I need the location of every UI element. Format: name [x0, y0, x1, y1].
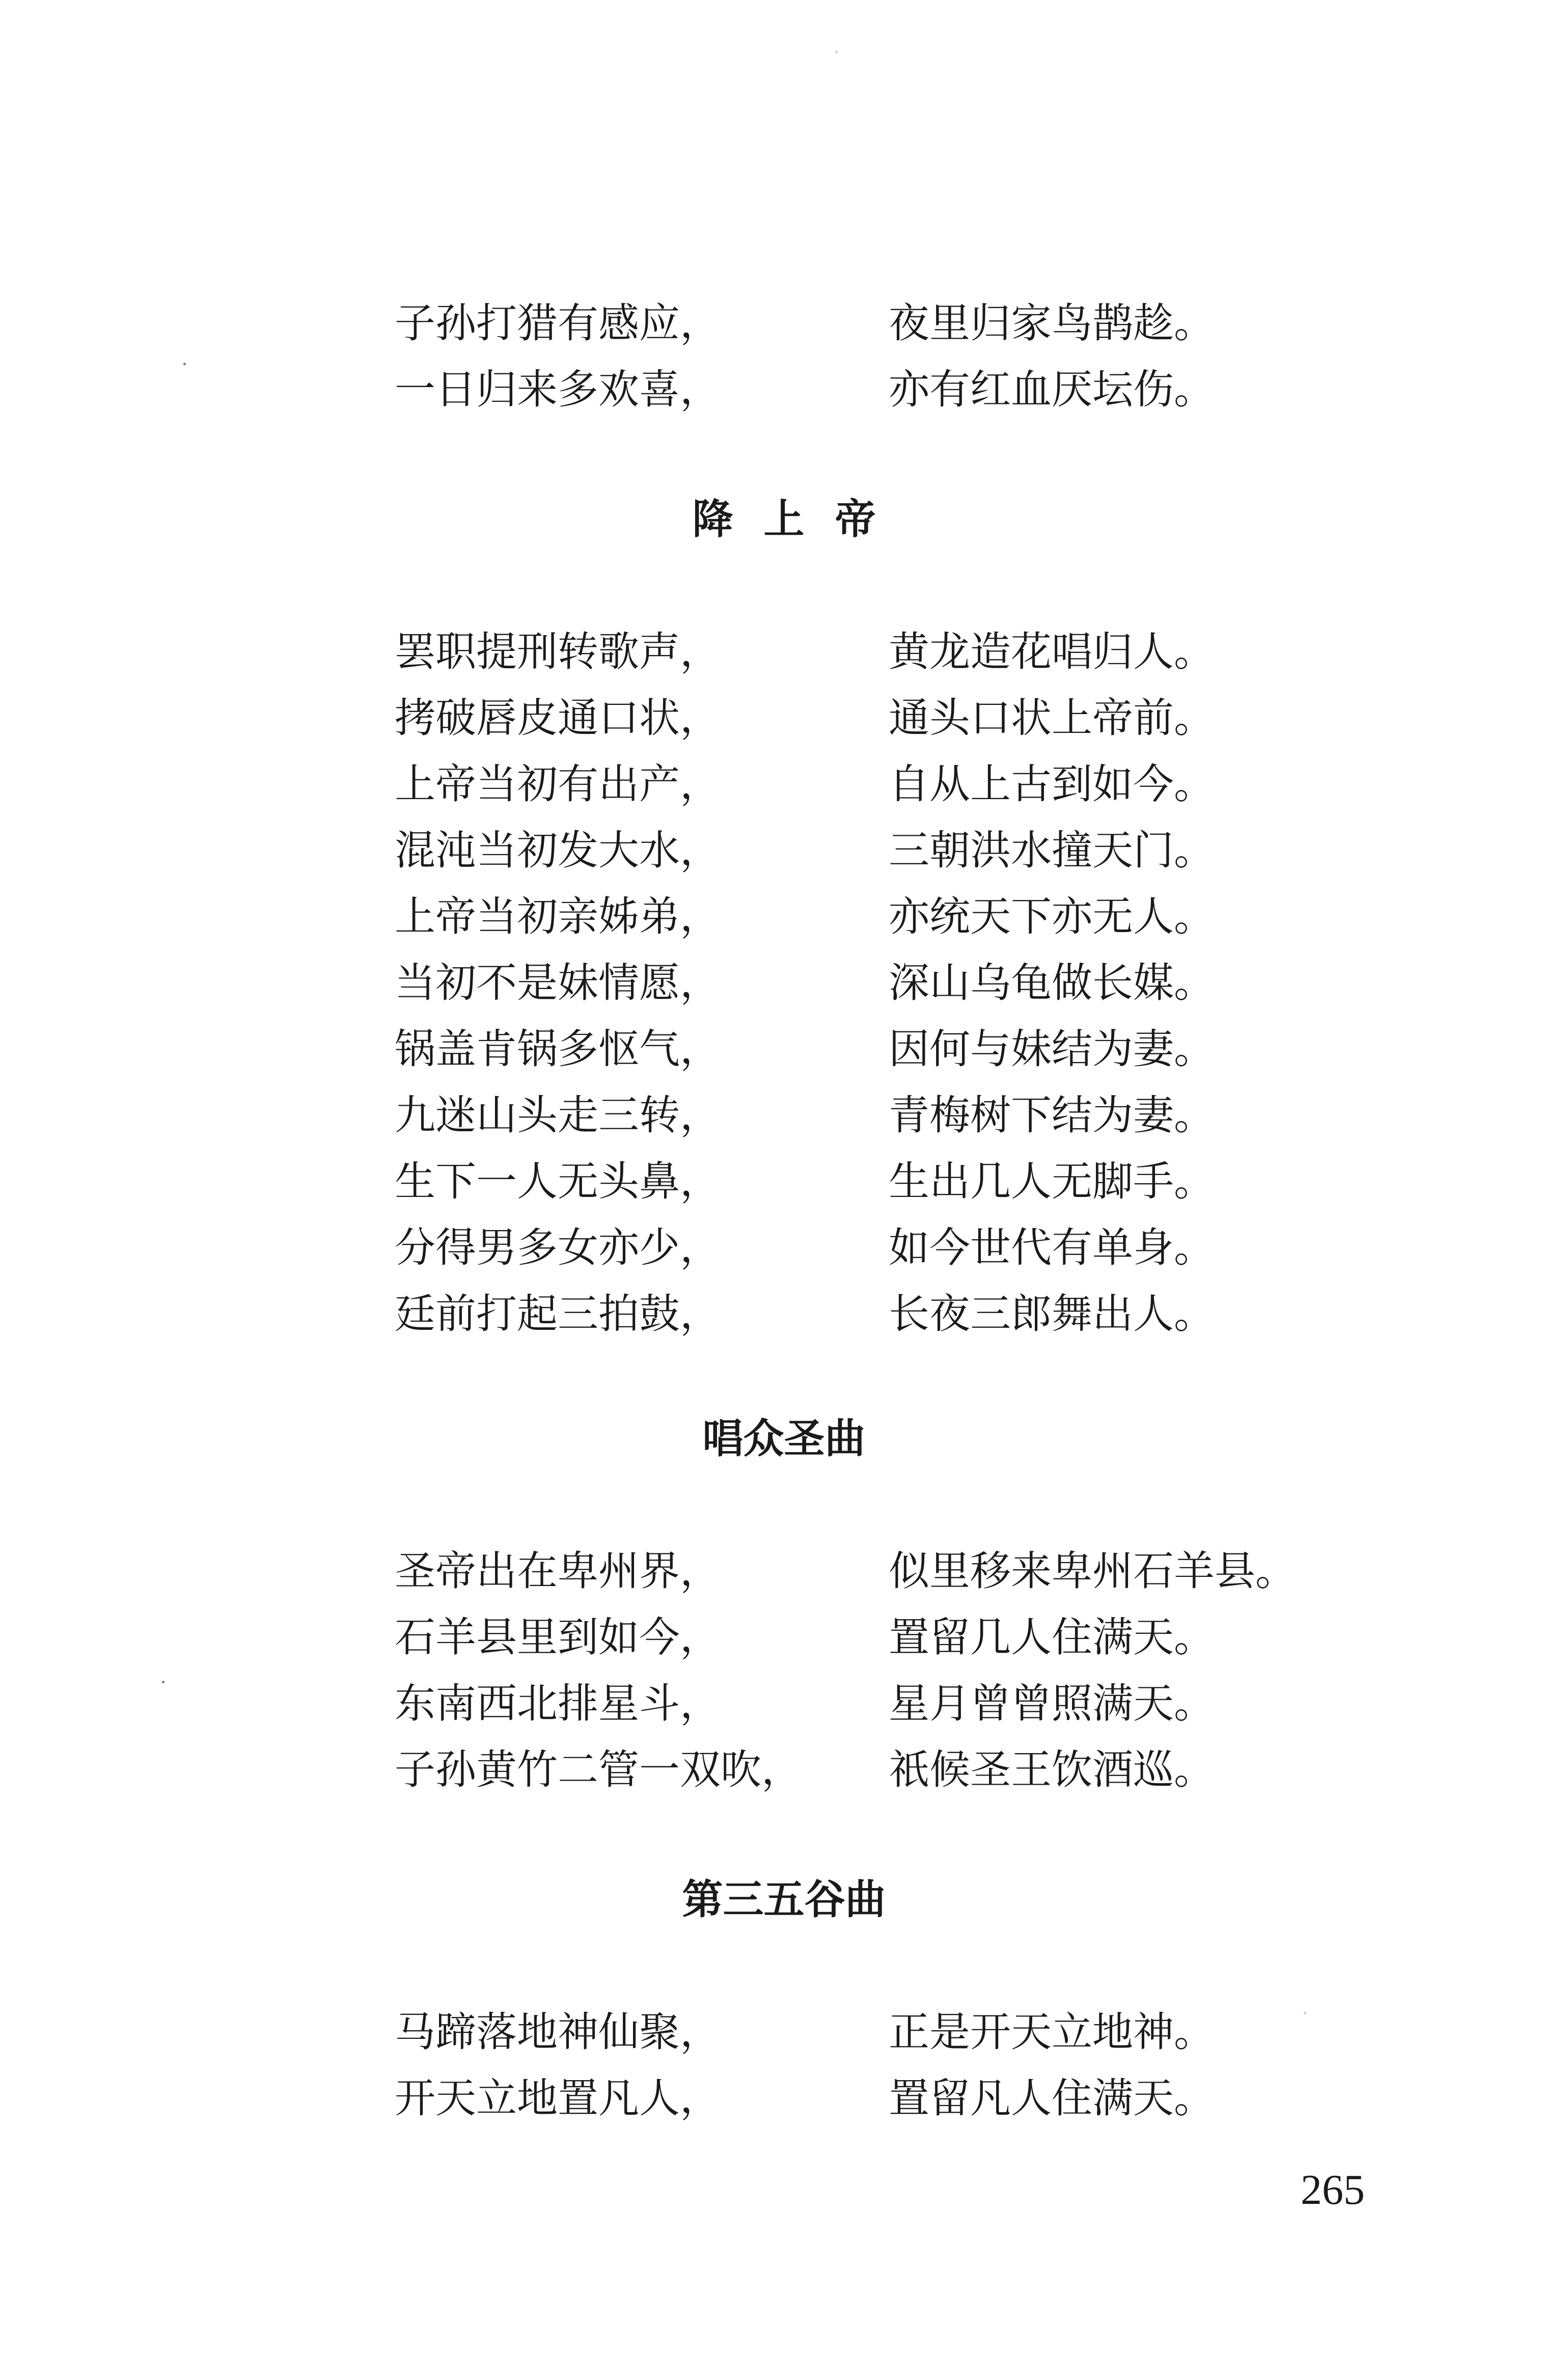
couplet: [0, 1281, 1568, 1347]
couplet-left: 一日归来多欢喜，: [395, 366, 721, 413]
couplet-right: 长夜三郎舞出人。: [889, 1290, 1215, 1338]
couplet-right: 如今世代有单身。: [889, 1224, 1215, 1271]
couplet-right: 祇候圣王饮酒巡。: [889, 1746, 1215, 1793]
couplet-left: 当初不是妹情愿，: [395, 959, 721, 1006]
couplet: [0, 685, 1568, 751]
couplet-left: 子孙打猎有感应，: [395, 299, 721, 347]
couplet-right: 亦统天下亦无人。: [889, 893, 1215, 940]
couplet-right: 亦有红血厌坛伤。: [889, 366, 1215, 413]
couplet: [0, 1016, 1568, 1082]
couplet: [0, 1215, 1568, 1281]
couplet-right: 似里移来卑州石羊县。: [889, 1547, 1296, 1595]
couplet-left: 上帝当初有出产，: [395, 760, 721, 808]
couplet-left: 马蹄落地神仙聚，: [395, 2008, 721, 2056]
couplet-right: 自从上古到如今。: [889, 760, 1215, 808]
couplet: [0, 1999, 1568, 2065]
couplet: [0, 884, 1568, 950]
couplet-right: 置留几人住满天。: [889, 1614, 1215, 1661]
couplet-right: 正是开天立地神。: [889, 2008, 1215, 2056]
couplet-left: 罢职提刑转歌声，: [395, 628, 721, 675]
couplet: [0, 619, 1568, 685]
couplet-right: 因何与妹结为妻。: [889, 1025, 1215, 1073]
couplet: [0, 2065, 1568, 2132]
couplet-left: 拷破唇皮通口状，: [395, 694, 721, 742]
couplet-left: 开天立地置凡人，: [395, 2075, 721, 2122]
couplet-right: 生出几人无脚手。: [889, 1158, 1215, 1205]
couplet-left: 东南西北排星斗，: [395, 1680, 721, 1727]
couplet-right: 夜里归家鸟鹊趁。: [889, 299, 1215, 347]
couplet: [0, 751, 1568, 817]
couplet-left: 生下一人无头鼻，: [395, 1158, 721, 1205]
scan-speck: [162, 1681, 164, 1683]
couplet-left: 廷前打起三拍鼓，: [395, 1290, 721, 1338]
verse-block-chang-zhongsheng-qu: [0, 1538, 1568, 1803]
couplet: [0, 1082, 1568, 1149]
verse-block-jiang-shangdi: [0, 619, 1568, 1347]
couplet: [0, 1538, 1568, 1604]
section-heading-chang-zhongsheng-qu: 唱众圣曲: [702, 1415, 866, 1462]
couplet-right: 青梅树下结为妻。: [889, 1092, 1215, 1139]
section-heading-disan-wugu-qu: 第三五谷曲: [682, 1876, 886, 1923]
page-number: 265: [1301, 2166, 1365, 2214]
section-heading-jiang-shangdi: 降上帝: [692, 496, 906, 543]
couplet-left: 石羊县里到如今，: [395, 1614, 721, 1661]
couplet-right: 星月曾曾照满天。: [889, 1680, 1215, 1727]
couplet-left: 圣帝出在卑州界，: [395, 1547, 721, 1595]
couplet-left: 锅盖肯锅多怄气，: [395, 1025, 721, 1073]
couplet: [0, 1149, 1568, 1215]
couplet-right: 三朝洪水撞天门。: [889, 827, 1215, 874]
couplet: [0, 1671, 1568, 1737]
couplet-right: 置留凡人住满天。: [889, 2075, 1215, 2122]
couplet-left: 九迷山头走三转，: [395, 1092, 721, 1139]
scan-speck: [183, 363, 186, 365]
couplet: [0, 1737, 1568, 1803]
couplet: [0, 357, 1568, 423]
couplet-right: 深山乌龟做长媒。: [889, 959, 1215, 1006]
verse-block-disan-wugu-qu: [0, 1999, 1568, 2132]
couplet-left: 上帝当初亲姊弟，: [395, 893, 721, 940]
scan-speck: [835, 51, 838, 53]
couplet-left: 混沌当初发大水，: [395, 827, 721, 874]
couplet: [0, 950, 1568, 1016]
couplet-left: 子孙黄竹二管一双吹，: [395, 1746, 802, 1793]
couplet-left: 分得男多女亦少，: [395, 1224, 721, 1271]
couplet: [0, 817, 1568, 884]
scan-speck: [1304, 2012, 1306, 2014]
couplet: [0, 290, 1568, 357]
couplet-right: 黄龙造花唱归人。: [889, 628, 1215, 675]
couplet-right: 通头口状上帝前。: [889, 694, 1215, 742]
verse-block-continuation: [0, 290, 1568, 423]
couplet: [0, 1604, 1568, 1671]
